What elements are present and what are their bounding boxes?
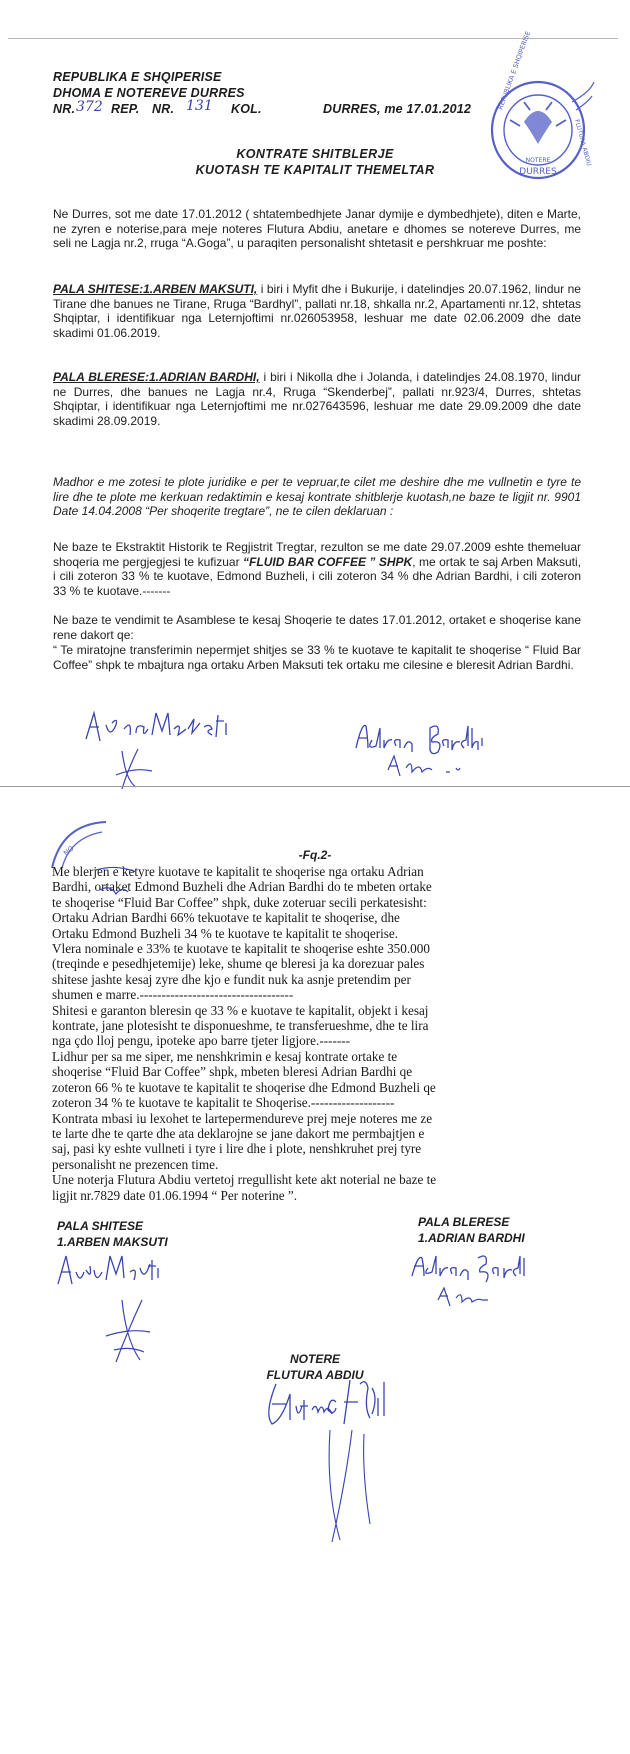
buyer-block-name: 1.ADRIAN BARDHI: [418, 1231, 525, 1245]
seller-paragraph: [53, 282, 581, 340]
signature-buyer-page2: [408, 1250, 538, 1310]
seller-name: :1.ARBEN MAKSUTI,: [139, 282, 258, 296]
body-line: Me blerjen e ketyre kuotave te kapitalit te shoqerise nga ortaku Adrian: [52, 864, 424, 879]
header-republic: REPUBLIKA E SHQIPERISE: [53, 70, 222, 84]
body-line: Ortaku Adrian Bardhi 66% tekuotave te kapitalit te shoqerise, dhe: [52, 910, 400, 926]
assembly-paragraph: Ne baze te vendimit te Asamblese te kesaj Shoqerie te dates 17.01.2012, ortaket e shoqerise kane rene dakort qe:: [53, 613, 581, 642]
buyer-paragraph: [53, 370, 581, 428]
company-name: “FLUID BAR COFFEE ” SHPK: [243, 554, 413, 569]
buyer-details: i biri i Nikolla dhe i Jolanda, i datelindjes 24.08.1970, lindur ne Durres, dhe banues ne Lagja nr.4, Rruga “Skenderbej”, pallati nr.923/4, Durres, shtetas Shqiptar, i identifikuar nga Leternjoftimi me nr.027643596, leshuar me date 29.09.2009 dhe date skadimi 28.09.2019.: [53, 370, 582, 428]
body-line: Bardhi, ortaket Edmond Buzheli dhe Adrian Bardhi do te mbeten ortake: [52, 879, 432, 895]
body-line: (treqinde e pesedhjetemije) leke, shume qe bleresi ja ka dorezuar pales: [52, 956, 425, 972]
body-line: zoteron 34 % te kuotave te kapitalit te Shoqerise.-------------------: [52, 1095, 395, 1111]
body-line: Une noterja Flutura Abdiu vertetoj rregullisht kete akt noterial ne baze te: [52, 1172, 437, 1188]
body-line: shumen e marre.-----------------------------------: [52, 987, 294, 1003]
svg-text:NO: NO: [62, 844, 76, 858]
body-line: ligjit nr.7829 date 01.06.1994 “ Per noterine ”.: [52, 1187, 298, 1203]
page2-body: [52, 864, 574, 1203]
page-break-line: [0, 786, 630, 787]
stamp-role: NOTERE: [525, 157, 551, 164]
stamp-name: FLUTURA ABDIU: [573, 118, 593, 167]
seller-details: i biri i Myfit dhe i Bukurije, i datelindjes 20.07.1962, lindur ne Tirane dhe banues ne Tirane, Rruga “Bardhyl”, pallati nr.18, shkalla nr.2, Apartamenti nr.12, shtetas Shqiptar, i identifikuar nga Leternjoftimi nr.026053958, leshuar me date 02.06.2009 dhe date skadimi 01.06.2019.: [53, 282, 581, 340]
body-line: Lidhur per sa me siper, me nenshkrimin e kesaj kontrate ortake te: [52, 1048, 398, 1064]
contract-title: KONTRATE SHITBLERJE: [236, 147, 394, 161]
seller-block-label: PALA SHITESE: [57, 1219, 144, 1233]
header-nr-value: 372: [76, 99, 103, 115]
body-line: te larte dhe te qarte dhe ata deklarojne se jane dakort me permbajtjen e: [52, 1125, 425, 1141]
extract-paragraph: [53, 540, 581, 598]
header-rep-label: REP.: [111, 102, 140, 116]
handwritten-correction: [90, 864, 150, 904]
signature-arben-maksuti: [80, 705, 240, 795]
body-line: Shitesi e garanton bleresin qe 33 % e kuotave te kapitalit, objekt i kesaj: [52, 1002, 429, 1018]
signature-notary: [260, 1374, 430, 1554]
body-line: nga çdo lloj pengu, ipoteke apo barre tjeter ligjore.-------: [52, 1033, 351, 1049]
signature-adrian-bardhi: [352, 720, 502, 800]
body-line: te shoqerise “Fluid Bar Coffee” shpk, duke zoteruar secili perkatesisht:: [52, 894, 427, 910]
body-line: saj, pasi ky eshte vullneti i tyre i lire dhe i plote, nenshkruhet prej tyre: [52, 1141, 422, 1157]
header-rep-value: 131: [186, 98, 213, 114]
body-line: Kontrata mbasi iu lexohet te lartepermendureve prej meje noteres me ze: [52, 1110, 433, 1126]
intro-paragraph: Ne Durres, sot me date 17.01.2012 ( shtatembedhjete Janar dymije e dymbedhjete), diten e Marte, ne zyren e noterise,para meje noteres Flutura Abdiu, anetare e dhomes se notereve Durres, me seli ne Lagja nr.2, rruga “A.Goga”, u paraqiten personalisht shtetasit e pershkruar me poshte:: [53, 207, 581, 251]
seller-label: PALA SHITESE: [53, 282, 140, 296]
buyer-block-label: PALA BLERESE: [418, 1215, 510, 1229]
body-line: Ortaku Edmond Buzheli 34 % te kuotave te kapitalit te shoqerise.: [52, 925, 399, 941]
header-nr-label: NR.: [53, 102, 76, 116]
extract-shares: , me ortak te saj Arben Maksuti, i cili zoteron 33 % te kuotave, Edmond Buzheli, i cili zoteron 34 % dhe Adrian Bardhi, i cili zoteron 33 % te kuotave.-------: [53, 554, 581, 598]
declaration-paragraph: Madhor e me zotesi te plote juridike e per te vepruar,te cilet me deshire dhe me vullnetin e tyre te lire dhe te plote me kerkuan redaktimin e kesaj kontrate shitblerje kuotash,ne baze te ligjit nr. 9901 Date 14.04.2008 “Per shoqerite tregtare”, ne te cilen deklaruan :: [53, 475, 581, 519]
stamp-city: DURRES: [519, 167, 557, 177]
notary-label: NOTERE: [289, 1352, 340, 1366]
stamp-rim-text: REPUBLIKA E SHQIPERISE: [496, 30, 533, 111]
buyer-label: PALA BLERESE:1.ADRIAN BARDHI,: [53, 370, 260, 384]
header-place-date: DURRES, me 17.01.2012: [323, 102, 472, 116]
extract-text: Ne baze te Ekstraktit Historik te Regjistrit Tregtar, rezulton se me date 29.07.2009 eshte themeluar shoqeria me pergjegjesi te kufizuar: [53, 540, 581, 569]
document-page-1: [0, 0, 630, 845]
header-kol-label: KOL.: [231, 102, 262, 116]
body-line: shoqerise “Fluid Bar Coffee” shpk, mbeten bleresi Adrian Bardhi qe: [52, 1064, 413, 1080]
notary-name: FLUTURA ABDIU: [266, 1368, 364, 1382]
body-line: zoteron 66 % te kuotave te kapitalit te shoqerise dhe Edmond Buzheli qe: [52, 1079, 436, 1095]
seller-block-name: 1.ARBEN MAKSUTI: [57, 1235, 168, 1249]
header-nr2-label: NR.: [152, 102, 175, 116]
body-line: kontrate, jane plotesisht te disponueshme, te transferueshme, dhe te lira: [52, 1018, 429, 1034]
document-page-2: [0, 844, 630, 1754]
body-line: personalisht ne prezencen time.: [52, 1156, 219, 1172]
contract-subtitle: KUOTASH TE KAPITALIT THEMELTAR: [195, 163, 435, 177]
page-number: -Fq.2-: [298, 848, 332, 862]
header-chamber: DHOMA E NOTEREVE DURRES: [53, 86, 245, 100]
transfer-paragraph: “ Te miratojne transferimin nepermjet shitjes se 33 % te kuotave te kapitalit te shoqerise “ Fluid Bar Coffee” shpk te mbajtura nga ortaku Arben Maksuti tek ortaku me cilesine e bleresit Adrian Bardhi.: [53, 643, 581, 672]
body-line: shitese jashte kesaj zyre dhe kjo e fundit nuk ka asnje pretendim per: [52, 971, 411, 987]
body-line: Vlera nominale e 33% te kuotave te kapitalit te shoqerise eshte 350.000: [52, 941, 430, 957]
